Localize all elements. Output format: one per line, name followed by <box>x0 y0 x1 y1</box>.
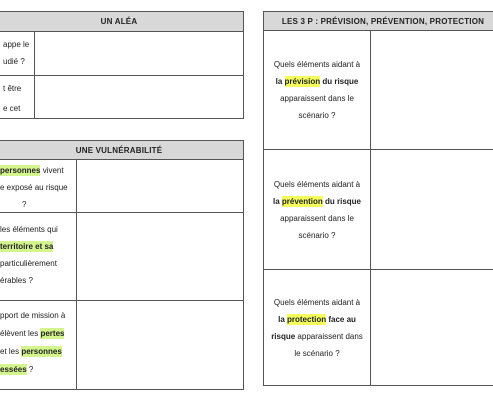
alea-question-1: appe le udié ? <box>0 32 35 75</box>
alea-answer-2[interactable] <box>35 76 243 118</box>
highlight-protection: protection <box>287 314 327 324</box>
highlight-territoire: territoire et sa <box>0 242 54 251</box>
alea-row-1 <box>0 32 243 75</box>
prevention-answer[interactable] <box>371 150 493 269</box>
highlight-personnes-2: personnes <box>21 347 62 356</box>
protection-row <box>264 269 493 385</box>
prevision-answer[interactable] <box>371 31 493 149</box>
protection-answer[interactable] <box>371 270 493 385</box>
vulnerabilite-table-header: UNE VULNÉRABILITÉ <box>0 141 243 160</box>
highlight-pertes: pertes <box>40 329 65 338</box>
vulnerabilite-table <box>0 140 244 390</box>
prevention-row <box>264 149 493 269</box>
highlight-blessees: essées <box>0 365 27 374</box>
trois-p-table-header: LES 3 P : PRÉVISION, PRÉVENTION, PROTECTION <box>264 12 493 31</box>
vulnerabilite-answer-2[interactable] <box>77 213 243 300</box>
vulnerabilite-row-3 <box>0 300 243 389</box>
protection-question: Quels éléments aidant à la protection face au risque apparaissent dans le scénario ? <box>264 270 371 385</box>
vulnerabilite-answer-1[interactable] <box>77 160 243 213</box>
trois-p-table <box>263 11 493 386</box>
prevision-row <box>264 31 493 149</box>
vulnerabilite-question-1: personnes vivent e exposé au risque ? <box>0 160 77 213</box>
vulnerabilite-question-2: les éléments qui territoire et sa particulièrement érables ? <box>0 213 77 300</box>
highlight-prevention: prévention <box>281 196 323 206</box>
vulnerabilite-answer-3[interactable] <box>77 301 243 389</box>
alea-table <box>0 11 244 119</box>
vulnerabilite-row-2 <box>0 212 243 300</box>
alea-question-2: t être e cet <box>0 76 35 118</box>
vulnerabilite-row-1 <box>0 160 243 212</box>
alea-answer-1[interactable] <box>35 32 243 75</box>
highlight-prevision: prévision <box>284 77 321 86</box>
prevention-question: Quels éléments aidant à la prévention du risque apparaissent dans le scénario ? <box>264 150 371 269</box>
alea-table-header: UN ALÉA <box>0 12 243 32</box>
prevision-question: Quels éléments aidant à la prévision du risque apparaissent dans le scénario ? <box>264 31 371 149</box>
highlight-personnes: personnes <box>0 166 41 175</box>
alea-row-2 <box>0 75 243 118</box>
vulnerabilite-question-3: pport de mission à élèvent les pertes et les personnes essées ? <box>0 301 77 389</box>
